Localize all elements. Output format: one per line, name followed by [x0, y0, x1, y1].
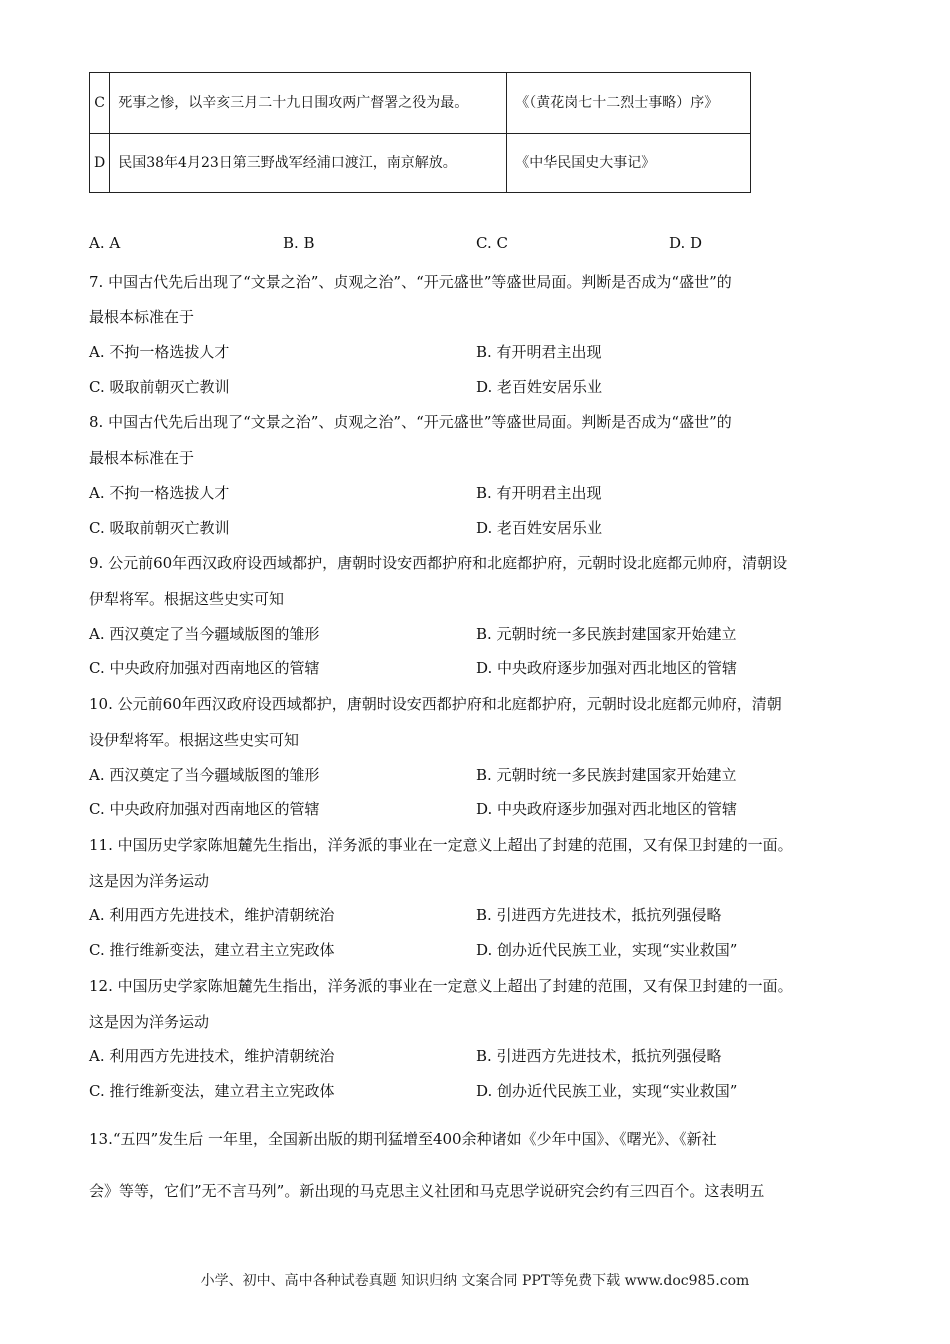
option-d: D. 中央政府逐步加强对西北地区的管辖 [476, 800, 738, 818]
page-footer: 小学、初中、高中各种试卷真题 知识归纳 文案合同 PPT等免费下载 www.doc985.com [200, 1273, 750, 1289]
option-a: A. 西汉奠定了当今疆域版图的雏形 [89, 625, 320, 643]
option-d: D. 老百姓安居乐业 [476, 378, 603, 396]
question-8-stem: 8. 中国古代先后出现了“文景之治”、贞观之治”、“开元盛世”等盛世局面。判断是否成为“盛世”的 [89, 413, 732, 431]
option-c: C. 推行维新变法，建立君主立宪政体 [89, 1082, 335, 1100]
option-a: A. 不拘一格选拔人才 [89, 343, 230, 361]
table-row [90, 134, 751, 193]
option-a: A. 利用西方先进技术，维护清朝统治 [89, 906, 335, 924]
option-d: D. 老百姓安居乐业 [476, 519, 603, 537]
row-key: C [90, 73, 110, 134]
question-13-stem-cont: 会》等等，它们”无不言马列”。新出现的马克思主义社团和马克思学说研究会约有三四百个。这表明五 [89, 1182, 765, 1200]
question-10-stem: 10. 公元前60年西汉政府设西域都护，唐朝时设安西都护府和北庭都护府，元朝时设北庭都元帅府，清朝 [89, 695, 782, 713]
question-8-stem-cont: 最根本标准在于 [89, 449, 195, 467]
question-12-stem-cont: 这是因为洋务运动 [89, 1013, 210, 1031]
row-key: D [90, 134, 110, 193]
row-text: 死事之惨，以辛亥三月二十九日围攻两广督署之役为最。 [110, 73, 507, 134]
option-d: D. 创办近代民族工业，实现“实业救国” [476, 1082, 738, 1100]
option-b: B. 元朝时统一多民族封建国家开始建立 [476, 766, 737, 784]
question-9-stem-cont: 伊犁将军。根据这些史实可知 [89, 590, 285, 608]
option-c: C. 推行维新变法，建立君主立宪政体 [89, 941, 335, 959]
option-a: A. 利用西方先进技术，维护清朝统治 [89, 1047, 335, 1065]
option-b: B. 有开明君主出现 [476, 343, 602, 361]
option-b: B. 元朝时统一多民族封建国家开始建立 [476, 625, 737, 643]
row-text: 民国38年4月23日第三野战军经浦口渡江，南京解放。 [110, 134, 507, 193]
option-d: D. D [669, 234, 703, 252]
option-c: C. 吸取前朝灭亡教训 [89, 378, 230, 396]
option-b: B. 有开明君主出现 [476, 484, 602, 502]
option-c: C. 吸取前朝灭亡教训 [89, 519, 230, 537]
question-11-stem-cont: 这是因为洋务运动 [89, 872, 210, 890]
option-c: C. 中央政府加强对西南地区的管辖 [89, 800, 320, 818]
option-c: C. C [476, 234, 508, 252]
table-row [90, 73, 751, 134]
option-a: A. 不拘一格选拔人才 [89, 484, 230, 502]
option-b: B. 引进西方先进技术，抵抗列强侵略 [476, 1047, 722, 1065]
question-12-stem: 12. 中国历史学家陈旭麓先生指出，洋务派的事业在一定意义上超出了封建的范围，又有保卫封建的一面。 [89, 977, 793, 995]
source-table [89, 72, 751, 193]
row-source: 《（黄花岗七十二烈士事略）序》 [507, 73, 751, 134]
option-c: C. 中央政府加强对西南地区的管辖 [89, 659, 320, 677]
question-11-stem: 11. 中国历史学家陈旭麓先生指出，洋务派的事业在一定意义上超出了封建的范围，又有保卫封建的一面。 [89, 836, 793, 854]
option-b: B. B [283, 234, 315, 252]
row-source: 《中华民国史大事记》 [507, 134, 751, 193]
question-7-stem-cont: 最根本标准在于 [89, 308, 195, 326]
option-b: B. 引进西方先进技术，抵抗列强侵略 [476, 906, 722, 924]
option-d: D. 创办近代民族工业，实现“实业救国” [476, 941, 738, 959]
option-d: D. 中央政府逐步加强对西北地区的管辖 [476, 659, 738, 677]
question-9-stem: 9. 公元前60年西汉政府设西域都护，唐朝时设安西都护府和北庭都护府，元朝时设北庭都元帅府，清朝设 [89, 554, 788, 572]
question-13-stem: 13.“五四”发生后 一年里，全国新出版的期刊猛增至400余种诸如《少年中国》、《曙光》、《新社 [89, 1130, 717, 1148]
question-7-stem: 7. 中国古代先后出现了“文景之治”、贞观之治”、“开元盛世”等盛世局面。判断是否成为“盛世”的 [89, 273, 732, 291]
question-10-stem-cont: 设伊犁将军。根据这些史实可知 [89, 731, 300, 749]
option-a: A. 西汉奠定了当今疆域版图的雏形 [89, 766, 320, 784]
option-a: A. A [89, 234, 121, 252]
